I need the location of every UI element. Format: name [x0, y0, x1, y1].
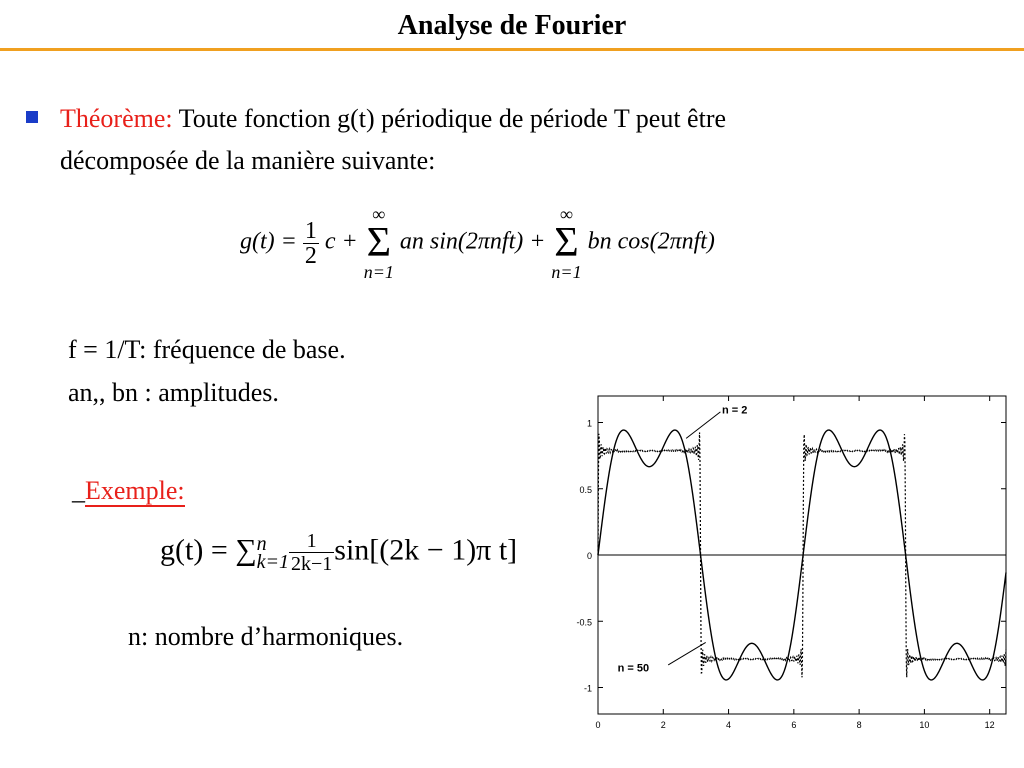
sum-a — [364, 205, 394, 281]
x-tick-label: 4 — [726, 720, 732, 730]
term-b: bn cos(2πnft) — [587, 228, 715, 255]
x-tick-label: 6 — [791, 720, 797, 730]
example-label: Exemple: — [85, 476, 185, 505]
term-a: an sin(2πnft) + — [399, 228, 546, 255]
annotation-n50-pointer — [668, 642, 706, 665]
sum-a-sigma: Σ — [366, 220, 392, 266]
bullet-square-icon — [26, 111, 38, 123]
base-frequency-line: f = 1/T: fréquence de base. — [68, 335, 346, 364]
example-sum: ∑ — [235, 533, 257, 567]
theorem-text — [60, 98, 860, 182]
y-tick-label: -0.5 — [576, 617, 592, 628]
example-lhs: g(t) = — [160, 533, 236, 567]
example-frac-den: 2k−1 — [291, 553, 333, 575]
annotation-n50: n = 50 — [617, 662, 650, 675]
formula-c: c + — [324, 228, 358, 255]
x-tick-label: 0 — [595, 720, 601, 730]
annotation-n2: n = 2 — [722, 404, 748, 417]
example-formula — [160, 530, 517, 575]
x-tick-label: 8 — [856, 720, 862, 730]
harmonics-note: n: nombre d’harmoniques. — [128, 622, 404, 651]
amplitudes-line: an,, bn : amplitudes. — [68, 378, 279, 407]
slide-title: Analyse de Fourier — [397, 10, 627, 41]
y-tick-label: 0 — [586, 551, 592, 561]
theorem-label: Théorème: — [60, 104, 173, 133]
x-tick-label: 2 — [660, 720, 666, 730]
sum-b-top: ∞ — [560, 204, 573, 224]
example-heading — [72, 476, 185, 506]
half-fraction — [303, 219, 319, 268]
y-tick-label: 1 — [586, 418, 592, 429]
example-fraction — [289, 530, 334, 575]
sum-a-top: ∞ — [372, 204, 386, 224]
fourier-series-formula — [240, 205, 715, 281]
sum-b-bottom: n=1 — [551, 262, 582, 282]
example-sum-sub: k=1 — [256, 550, 289, 573]
fourier-chart — [560, 380, 1012, 740]
y-tick-label: 0.5 — [579, 484, 592, 495]
title-underline — [0, 48, 1024, 51]
theorem-line-1: Toute fonction g(t) périodique de période T peut être — [172, 104, 727, 133]
example-rhs: sin[(2k − 1)π t] — [334, 533, 518, 567]
example-sum-limits — [256, 532, 289, 573]
sum-b — [551, 205, 581, 281]
sum-b-sigma: Σ — [554, 220, 579, 266]
example-dash: _ — [72, 476, 85, 505]
formula-lhs: g(t) = — [240, 228, 297, 255]
y-tick-label: -1 — [583, 683, 592, 694]
half-numerator: 1 — [304, 217, 317, 244]
annotation-n2-pointer — [686, 412, 720, 439]
theorem-line-2: décomposée de la manière suivante: — [60, 146, 436, 175]
half-denominator: 2 — [304, 242, 317, 269]
x-tick-label: 12 — [984, 720, 995, 730]
example-frac-num: 1 — [289, 530, 334, 553]
example-sum-sup: n — [256, 532, 267, 555]
sum-a-bottom: n=1 — [363, 262, 394, 282]
x-tick-label: 10 — [919, 720, 930, 730]
